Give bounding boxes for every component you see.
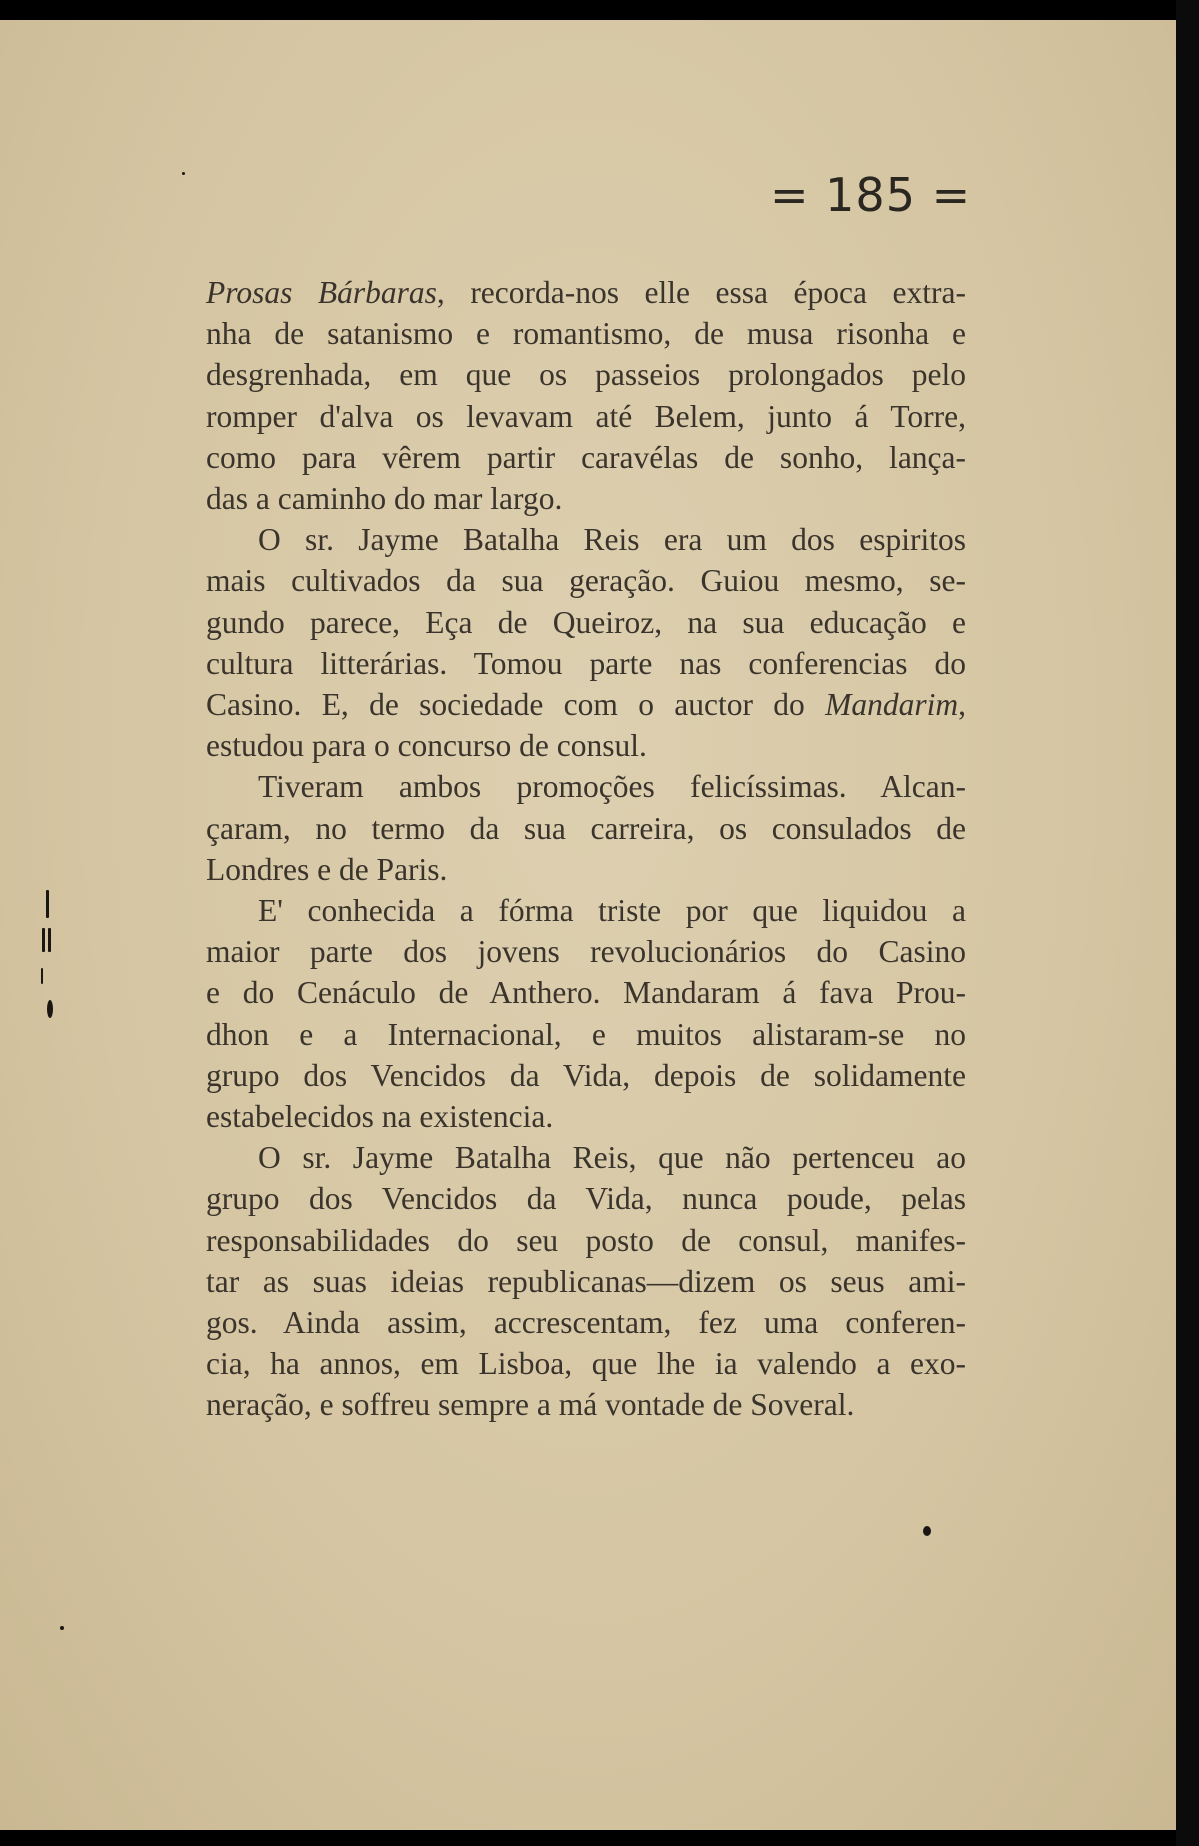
text-line: gundo parece, Eça de Queiroz, na sua educação e [206, 604, 966, 640]
text-line: desgrenhada, em que os passeios prolongados pelo [206, 357, 966, 393]
page-number: = 185 = [770, 168, 972, 222]
text-line: estabelecidos na existencia. [206, 1099, 554, 1135]
text-line: grupo dos Vencidos da Vida, nunca poude, pelas [206, 1181, 966, 1217]
text-line: tar as suas ideias republicanas—dizem os seus ami- [206, 1263, 966, 1299]
text-line: mais cultivados da sua geração. Guiou mesmo, se- [206, 563, 966, 599]
paragraph [206, 1137, 966, 1425]
text-line: Tiveram ambos promoções felicíssimas. Alcan- [258, 769, 966, 805]
text-line: romper d'alva os levavam até Belem, junto á Torre, [206, 398, 966, 434]
paragraph [206, 890, 966, 1137]
text-line: E' conhecida a fórma triste por que liquidou a [258, 893, 966, 929]
text-line: neração, e soffreu sempre a má vontade de Soveral. [206, 1387, 855, 1423]
text-line: Prosas Bárbaras, recorda-nos elle essa época extra- [206, 275, 966, 310]
text-line: Casino. E, de sociedade com o auctor do Mandarim, [206, 687, 966, 723]
italic-title: Mandarim [825, 687, 959, 723]
text-line: estudou para o concurso de consul. [206, 728, 647, 764]
paragraph [206, 519, 966, 766]
text-line: gos. Ainda assim, accrescentam, fez uma conferen- [206, 1305, 966, 1341]
ink-speck [182, 172, 185, 175]
text-line: dhon e a Internacional, e muitos alistaram-se no [206, 1016, 966, 1052]
text-line: cia, ha annos, em Lisboa, que lhe ia valendo a exo- [206, 1346, 966, 1382]
text-line: nha de satanismo e romantismo, de musa risonha e [206, 316, 966, 352]
text-line: e do Cenáculo de Anthero. Mandaram á fava Prou- [206, 975, 966, 1011]
text-line: maior parte dos jovens revolucionários do Casino [206, 934, 966, 970]
italic-title: Prosas Bárbaras [206, 275, 437, 310]
paragraph [206, 766, 966, 890]
text-line: O sr. Jayme Batalha Reis era um dos espiritos [258, 522, 966, 558]
text-line: Londres e de Paris. [206, 851, 448, 887]
ink-speck [923, 1526, 931, 1536]
ink-speck [60, 1626, 64, 1630]
text-line: como para vêrem partir caravélas de sonho, lança- [206, 439, 966, 475]
scan-edge [1176, 0, 1199, 1846]
book-page [0, 20, 1176, 1830]
text-line: cultura litterárias. Tomou parte nas conferencias do [206, 645, 966, 681]
text-line: responsabilidades do seu posto de consul, manifes- [206, 1222, 966, 1258]
text-line: O sr. Jayme Batalha Reis, que não pertenceu ao [258, 1140, 966, 1176]
margin-annotation-marks [36, 890, 66, 1050]
text-line: das a caminho do mar largo. [206, 481, 563, 517]
body-text [206, 272, 966, 1426]
text-line: çaram, no termo da sua carreira, os consulados de [206, 810, 966, 846]
paragraph [206, 272, 966, 519]
text-line: grupo dos Vencidos da Vida, depois de solidamente [206, 1057, 966, 1093]
